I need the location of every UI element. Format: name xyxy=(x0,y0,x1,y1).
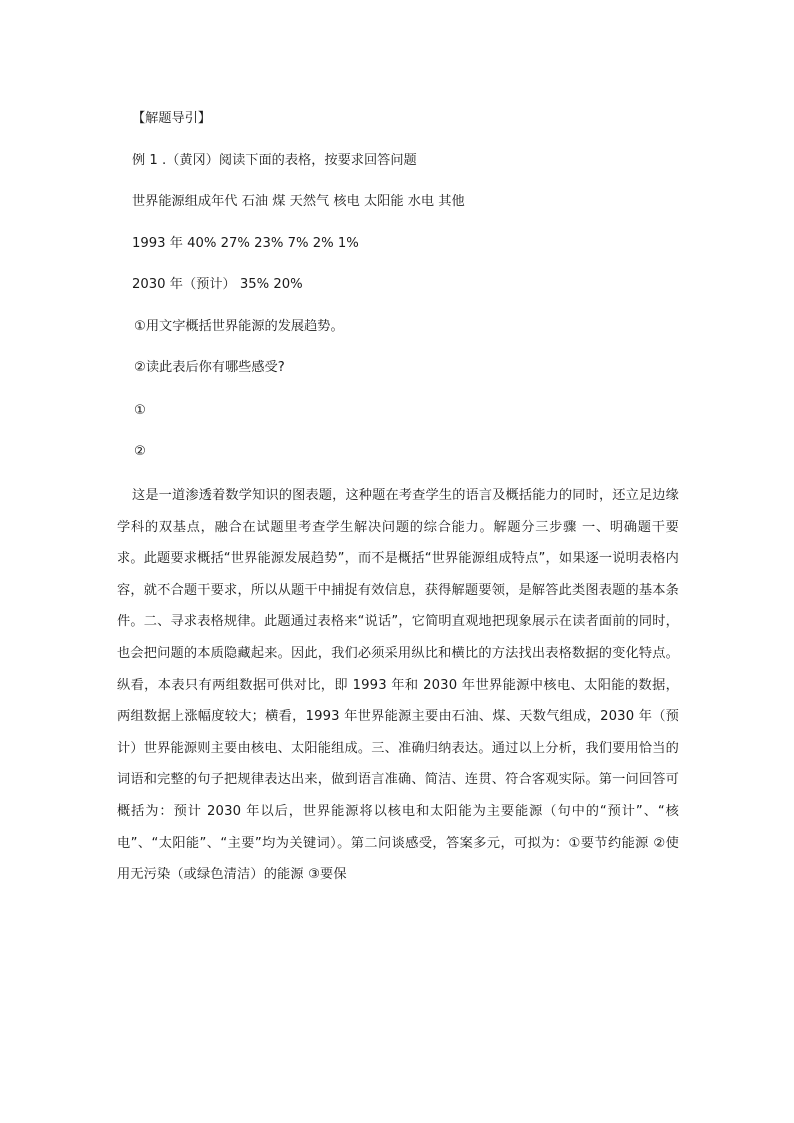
section-heading: 【解题导引】 xyxy=(132,111,212,126)
question-1: ①用文字概括世界能源的发展趋势。 xyxy=(134,319,344,334)
table-header-row: 世界能源组成年代 石油 煤 天然气 核电 太阳能 水电 其他 xyxy=(132,194,465,209)
example-title: 例 1 .（黄冈）阅读下面的表格，按要求回答问题 xyxy=(132,153,417,168)
table-row-2030: 2030 年（预计） 35% 20% xyxy=(132,277,303,292)
table-row-1993: 1993 年 40% 27% 23% 7% 2% 1% xyxy=(132,236,359,251)
answer-2-marker: ② xyxy=(134,444,146,459)
question-2: ②读此表后你有哪些感受? xyxy=(134,360,285,375)
analysis-paragraph: 这是一道渗透着数学知识的图表题，这种题在考查学生的语言及概括能力的同时，还立足边缘学科的双基点，融合在试题里考查学生解决问题的综合能力。解题分三步骤 一、明确题干要求。此题要求概括“世界能源发展趋势”，而不是概括“世界能源组成特点”，如果逐一说明表格内容，就不合题干要求，所以从题干中捕捉有效信息，获得解题要领，是解答此类图表题的基本条件。二、寻求表格规律。此题通过表格来“说话”，它简明直观地把现象展示在读者面前的同时，也会把问题的本质隐藏起来。因此，我们必须采用纵比和横比的方法找出表格数据的变化特点。纵看，本表只有两组数据可供对比，即 1993 年和 2030 年世界能源中核电、太阳能的数据，两组数据上涨幅度较大；横看，1993 年世界能源主要由石油、煤、天数气组成，2030 年（预计）世界能源则主要由核电、太阳能组成。三、准确归纳表达。通过以上分析，我们要用恰当的词语和完整的句子把规律表达出来，做到语言准确、简洁、连贯、符合客观实际。第一问回答可概括为：预计 2030 年以后，世界能源将以核电和太阳能为主要能源（句中的“预计”、“核电”、“太阳能”、“主要”均为关键词）。第二问谈感受，答案多元，可拟为：①要节约能源 ②使用无污染（或绿色清洁）的能源 ③要保 xyxy=(117,488,679,883)
answer-1-marker: ① xyxy=(134,403,146,418)
